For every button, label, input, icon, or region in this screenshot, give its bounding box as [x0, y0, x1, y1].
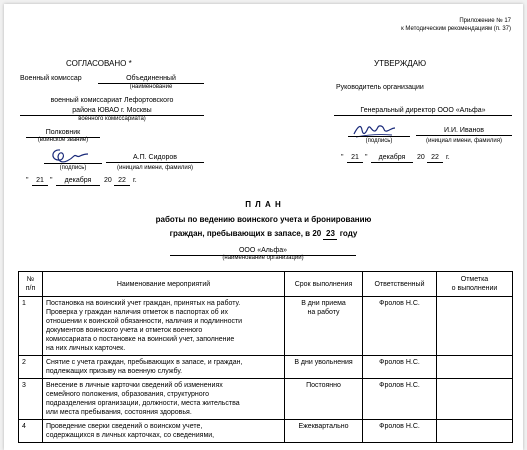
right-date-day: 21 [347, 153, 363, 163]
commissar-value: Объединенный [98, 74, 204, 84]
activity-line: Снятие с учета граждан, пребывающих в запасе, и граждан, [46, 359, 243, 366]
rank-value: Полковник [26, 128, 100, 138]
left-signature-line [44, 163, 102, 164]
left-signer-name: А.П. Сидоров [106, 153, 204, 163]
row-mark [437, 420, 513, 443]
activity-line: Постановка на воинский учет граждан, принятых на работу. [46, 300, 241, 307]
table-row [19, 379, 513, 420]
row-deadline [285, 356, 363, 379]
table-row [19, 420, 513, 443]
left-date-suffix: г. [133, 177, 137, 184]
activity-line: документов воинского учета и отметок военного [46, 327, 203, 334]
row-activity [43, 297, 285, 356]
left-date-year-prefix: 20 [104, 177, 112, 184]
row-deadline [285, 379, 363, 420]
approved-heading: СОГЛАСОВАНО * [66, 59, 132, 68]
plan-subtitle-prefix: граждан, пребывающих в запасе, в 20 [169, 229, 322, 238]
commissariat-line-1: военный комиссариат Лефортовского [50, 97, 174, 104]
row-mark [437, 297, 513, 356]
commissar-label: Военный комиссар [20, 75, 82, 82]
right-date-suffix: г. [446, 154, 450, 161]
head-position: Генеральный директор ООО «Альфа» [334, 106, 512, 116]
head-label: Руководитель организации [336, 84, 424, 91]
appendix-line-1: Приложение № 17 [459, 18, 511, 24]
row-number: 1 [19, 297, 43, 356]
activity-line: или места пребывания, состояния здоровья. [46, 409, 192, 416]
right-signature-caption: (подпись) [365, 138, 393, 144]
naming-caption: (наименование [129, 84, 173, 90]
deadline-line: В дни приема [301, 300, 346, 307]
right-initials-caption: (инициал имени, фамилия) [426, 138, 502, 144]
right-date-year-prefix: 20 [417, 154, 425, 161]
plan-subtitle-line-1: работы по ведению воинского учета и бронированию [155, 215, 372, 224]
row-mark [437, 379, 513, 420]
plan-title: П Л А Н [245, 200, 282, 209]
row-number: 2 [19, 356, 43, 379]
plan-subtitle-suffix: году [339, 229, 358, 238]
row-activity [43, 356, 285, 379]
commissariat-line-2: района ЮВАО г. Москвы [20, 106, 204, 116]
table-header-row [19, 272, 513, 297]
deadline-line: Ежеквартально [298, 423, 349, 430]
left-date-month: декабря [56, 176, 100, 186]
document-page [4, 4, 523, 450]
right-signer-name: И.И. Иванов [416, 126, 512, 136]
activity-line: Внесение в личные карточки сведений об изменениях [46, 382, 223, 389]
activity-line: Проверка у граждан наличия отметок в паспортах об их [46, 309, 229, 316]
row-deadline [285, 297, 363, 356]
left-date-year: 22 [114, 176, 130, 186]
activity-line: отношении к воинской обязанности, наличия и подлинности [46, 318, 243, 325]
row-activity [43, 420, 285, 443]
row-responsible: Фролов Н.С. [363, 297, 437, 356]
left-signature-caption: (подпись) [59, 165, 87, 171]
activity-line: подразделения организации, должности, места жительства [46, 400, 240, 407]
left-date-quote-close: " [50, 177, 53, 184]
left-date-day: 21 [32, 176, 48, 186]
right-date-month: декабря [371, 153, 413, 163]
header-name: Наименование мероприятий [43, 272, 285, 297]
deadline-line: Постоянно [306, 382, 341, 389]
row-responsible: Фролов Н.С. [363, 420, 437, 443]
activity-line: подлежащих призыву на военную службу. [46, 368, 183, 375]
plan-year: 23 [323, 229, 337, 240]
row-number: 3 [19, 379, 43, 420]
organization-name: ООО «Альфа» [170, 246, 356, 256]
activity-line: Проведение сверки сведений о воинском учете, [46, 423, 203, 430]
activity-line: семейного положения, образования, структурного [46, 391, 209, 398]
activity-line: комиссариата о постановке на воинский учет, заполнение [46, 336, 235, 343]
row-number: 4 [19, 420, 43, 443]
left-initials-caption: (инициал имени, фамилия) [117, 165, 193, 171]
table-row [19, 356, 513, 379]
left-date-quote-open: " [26, 177, 29, 184]
right-date-quote-close: " [365, 154, 368, 161]
rank-caption: (воинское звание) [37, 137, 89, 143]
right-date-quote-open: " [341, 154, 344, 161]
row-responsible: Фролов Н.С. [363, 356, 437, 379]
appendix-line-2: к Методическим рекомендациям (п. 37) [401, 26, 511, 32]
activity-line: содержащихся в личных карточках, со сведениями, [46, 432, 215, 439]
row-responsible: Фролов Н.С. [363, 379, 437, 420]
table-row [19, 297, 513, 356]
organization-caption: (наименование организации) [222, 255, 304, 261]
right-date-year: 22 [427, 153, 443, 163]
commissariat-caption: военного комиссариата) [78, 116, 146, 122]
row-activity [43, 379, 285, 420]
row-mark [437, 356, 513, 379]
header-number: № п/п [19, 272, 43, 297]
deadline-line: В дни увольнения [294, 359, 353, 366]
plan-subtitle-line-2 [4, 229, 523, 240]
deadline-line: на работу [307, 309, 340, 316]
approve-heading: УТВЕРЖДАЮ [374, 59, 427, 68]
plan-table [18, 271, 513, 443]
row-deadline [285, 420, 363, 443]
header-mark: Отметка о выполнении [437, 272, 513, 297]
header-deadline: Срок выполнения [285, 272, 363, 297]
activity-line: на них личных карточек. [46, 345, 126, 352]
header-responsible: Ответственный [363, 272, 437, 297]
right-signature-line [348, 136, 410, 137]
